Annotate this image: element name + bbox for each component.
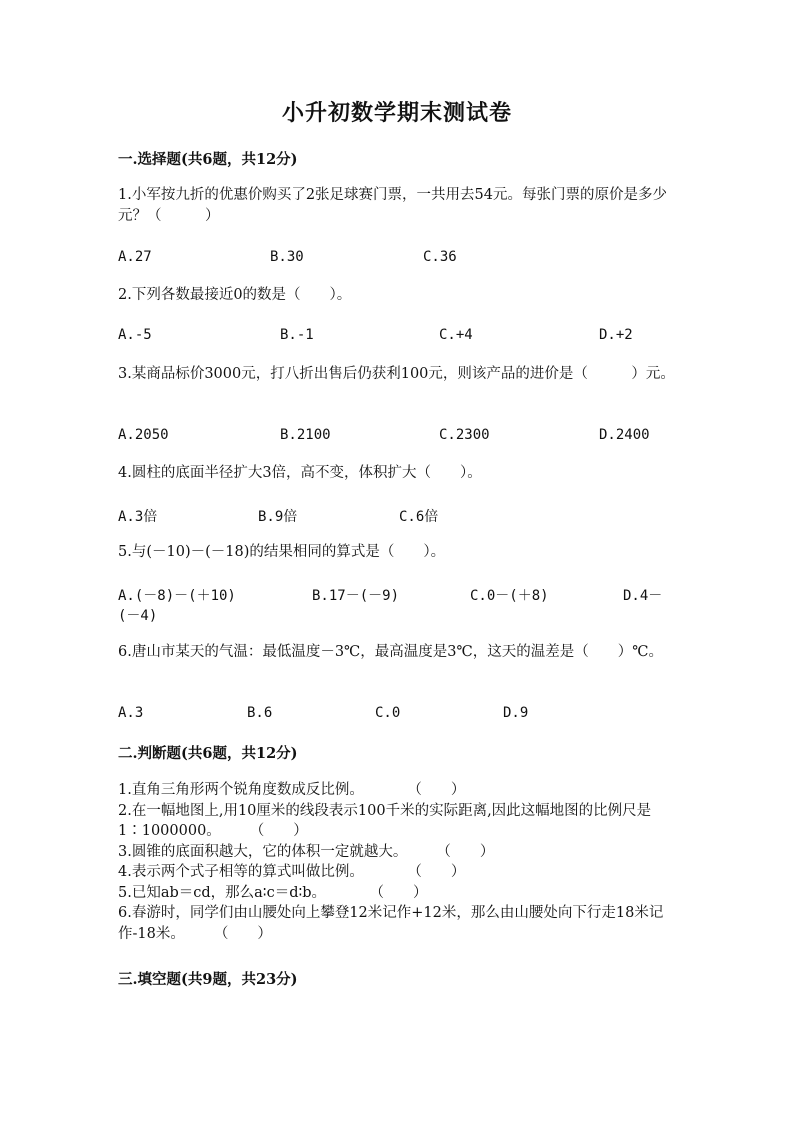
question-2: 2.下列各数最接近0的数是（ ）。 [118, 287, 352, 303]
option-a: A.3倍 [118, 509, 158, 525]
true-false-item-2: 2.在一幅地图上,用10厘米的线段表示100千米的实际距离,因此这幅地图的比例尺是1∶1000000。 （ ） [118, 802, 652, 839]
question-6: 6.唐山市某天的气温：最低温度－3℃，最高温度是3℃，这天的温差是（ ）℃。 [118, 644, 663, 660]
true-false-item-4: 4.表示两个式子相等的算式叫做比例。 （ ） [118, 864, 466, 880]
true-false-item-1: 1.直角三角形两个锐角度数成反比例。 （ ） [118, 782, 466, 798]
page-title: 小升初数学期末测试卷 [281, 100, 512, 126]
option-d-continued: (－4) [118, 608, 158, 624]
option-c: C.0 [375, 705, 401, 721]
section-heading-fill-in: 三.填空题(共9题，共23分) [118, 971, 298, 988]
question-3-options [118, 427, 678, 449]
option-d: D.9 [503, 705, 529, 721]
section-heading-multiple-choice: 一.选择题(共6题，共12分) [118, 151, 298, 168]
question-5-options [118, 585, 678, 607]
true-false-item-5: 5.已知ab＝cd，那么a∶c＝d∶b。 （ ） [118, 884, 428, 901]
option-d: D.+2 [599, 327, 633, 343]
question-3: 3.某商品标价3000元，打八折出售后仍获利100元，则该产品的进价是（ ）元。 [118, 366, 675, 382]
question-4-options [118, 506, 678, 528]
option-c: C.6倍 [399, 509, 439, 525]
question-5: 5.与(－10)－(－18)的结果相同的算式是（ ）。 [118, 544, 446, 560]
option-c: C.2300 [439, 427, 490, 443]
section-heading-true-false: 二.判断题(共6题，共12分) [118, 745, 298, 762]
question-2-options [118, 327, 678, 349]
question-6-options [118, 705, 678, 727]
option-b: B.-1 [280, 327, 314, 343]
question-1-options [118, 249, 678, 271]
true-false-item-3: 3.圆锥的底面积越大，它的体积一定就越大。 （ ） [118, 843, 495, 860]
option-c: C.0－(＋8) [470, 588, 549, 604]
option-b: B.30 [270, 249, 304, 265]
option-a: A.2050 [118, 427, 169, 443]
option-b: B.2100 [280, 427, 331, 443]
option-a: A.27 [118, 249, 152, 265]
option-a: A.3 [118, 705, 144, 721]
option-d: D.4－ [623, 588, 663, 604]
option-a: A.(－8)－(＋10) [118, 588, 236, 604]
question-4: 4.圆柱的底面半径扩大3倍，高不变，体积扩大（ ）。 [118, 465, 482, 481]
question-5-options-continued [118, 605, 678, 627]
true-false-item-6: 6.春游时，同学们由山腰处向上攀登12米记作+12米，那么由山腰处向下行走18米记作-18米。 （ ） [118, 905, 664, 942]
option-b: B.17－(－9) [312, 588, 400, 604]
option-d: D.2400 [599, 427, 650, 443]
true-false-list [118, 780, 678, 944]
question-1: 1.小军按九折的优惠价购买了2张足球赛门票，一共用去54元。每张门票的原价是多少元？（ ） [118, 187, 668, 224]
option-b: B.6 [247, 705, 273, 721]
option-b: B.9倍 [258, 509, 298, 525]
option-c: C.36 [423, 249, 457, 265]
option-a: A.-5 [118, 327, 152, 343]
option-c: C.+4 [439, 327, 473, 343]
